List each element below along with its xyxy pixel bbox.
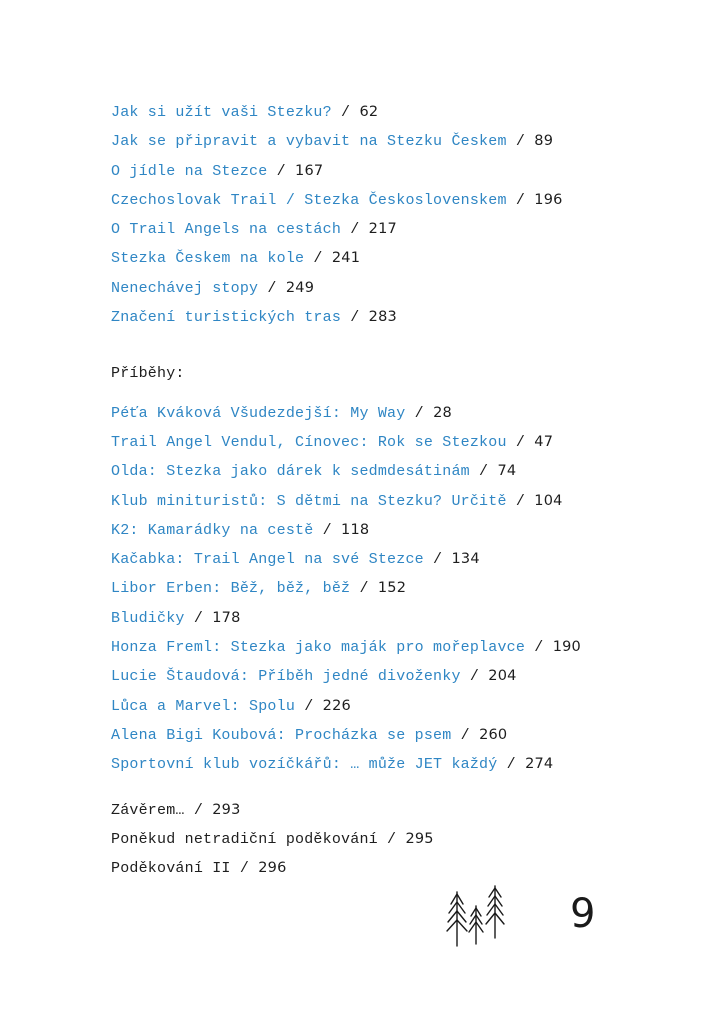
toc-entry xyxy=(111,574,671,603)
page-number: 9 xyxy=(570,891,596,937)
toc-separator: / xyxy=(506,433,535,451)
toc-entry-title: Klub minituristů: S dětmi na Stezku? Určitě xyxy=(111,492,507,510)
toc-separator: / xyxy=(497,756,526,774)
toc-entry-page: 167 xyxy=(295,162,324,179)
toc-entry-title: Péťa Kváková Všudezdejší: My Way xyxy=(111,404,406,422)
toc-separator: / xyxy=(341,221,369,239)
toc-entry-title: Nenechávej stopy xyxy=(111,279,259,297)
toc-separator: / xyxy=(460,668,489,686)
toc-entry xyxy=(111,428,671,457)
toc-entry xyxy=(111,825,671,854)
group-spacer xyxy=(111,389,671,399)
toc-entry xyxy=(111,457,671,486)
table-of-contents xyxy=(111,98,671,883)
toc-entry-page: 295 xyxy=(405,830,434,847)
toc-entry xyxy=(111,244,671,273)
toc-separator: / xyxy=(506,133,535,151)
toc-separator: / xyxy=(184,609,213,627)
toc-separator: / xyxy=(313,521,342,539)
toc-entry-page: 74 xyxy=(497,463,517,480)
toc-entry-page: 196 xyxy=(534,191,563,208)
toc-entry-page: 274 xyxy=(525,756,554,773)
toc-entry-title: Závěrem… xyxy=(111,801,185,819)
toc-group-closing xyxy=(111,796,671,884)
toc-separator: / xyxy=(331,104,360,121)
toc-entry-page: 104 xyxy=(534,492,563,509)
toc-entry xyxy=(111,633,671,662)
toc-separator: / xyxy=(341,309,369,327)
toc-entry-page: 118 xyxy=(341,521,370,538)
toc-entry xyxy=(111,157,671,186)
toc-entry xyxy=(111,662,671,691)
toc-entry xyxy=(111,215,671,244)
toc-entry-page: 293 xyxy=(212,801,241,818)
toc-entry-page: 89 xyxy=(534,133,554,150)
toc-separator: / xyxy=(258,279,286,297)
toc-separator: / xyxy=(230,860,259,878)
toc-entry xyxy=(111,98,671,127)
toc-entry-title: Alena Bigi Koubová: Procházka se psem xyxy=(111,726,452,744)
toc-entry-page: 226 xyxy=(322,697,351,714)
toc-entry-title: Značení turistických tras xyxy=(111,309,342,327)
toc-entry-page: 249 xyxy=(285,279,315,296)
toc-entry-title: Honza Freml: Stezka jako maják pro mořeplavce xyxy=(111,639,526,657)
toc-separator: / xyxy=(405,404,434,422)
toc-entry-title: Olda: Stezka jako dárek k sedmdesátinám xyxy=(111,463,470,481)
toc-entry-title: Lůca a Marvel: Spolu xyxy=(111,697,296,715)
toc-entry-title: Lucie Štaudová: Příběh jedné divoženky xyxy=(111,668,461,686)
toc-entry-title: O Trail Angels na cestách xyxy=(111,221,342,239)
toc-entry xyxy=(111,274,671,303)
toc-entry-page: 296 xyxy=(258,860,287,877)
toc-separator: / xyxy=(451,726,480,744)
toc-separator: / xyxy=(377,830,406,848)
toc-entry-page: 28 xyxy=(433,404,452,421)
toc-entry xyxy=(111,854,671,883)
toc-entry-title: Poněkud netradiční poděkování xyxy=(111,830,378,848)
toc-entry xyxy=(111,186,671,215)
toc-separator: / xyxy=(184,801,213,819)
toc-separator: / xyxy=(506,191,535,209)
toc-entry-title: K2: Kamarádky na cestě xyxy=(111,521,314,539)
toc-group-extras xyxy=(111,98,671,332)
toc-entry xyxy=(111,399,671,428)
toc-entry-page: 283 xyxy=(368,309,397,326)
toc-entry-title: Kačabka: Trail Angel na své Stezce xyxy=(111,551,424,569)
toc-entry xyxy=(111,604,671,633)
toc-separator: / xyxy=(423,551,452,569)
toc-entry-title: Jak se připravit a vybavit na Stezku Českem xyxy=(111,133,507,151)
toc-entry-page: 47 xyxy=(534,433,554,450)
toc-entry xyxy=(111,721,671,750)
group-spacer xyxy=(111,780,671,796)
toc-group-stories xyxy=(111,399,671,780)
toc-entry-page: 134 xyxy=(451,551,480,568)
toc-entry-page: 204 xyxy=(488,668,517,685)
toc-separator: / xyxy=(469,463,498,481)
toc-entry xyxy=(111,303,671,332)
toc-separator: / xyxy=(350,580,378,598)
toc-separator: / xyxy=(295,697,323,715)
toc-separator: / xyxy=(267,162,296,180)
toc-entry-page: 178 xyxy=(212,609,241,626)
toc-entry-title: Libor Erben: Běž, běž, běž xyxy=(111,580,351,598)
toc-entry xyxy=(111,487,671,516)
toc-entry-page: 152 xyxy=(377,580,407,597)
toc-separator: / xyxy=(525,639,553,657)
toc-entry xyxy=(111,796,671,825)
toc-entry xyxy=(111,545,671,574)
toc-entry-title: O jídle na Stezce xyxy=(111,162,268,180)
toc-entry-page: 217 xyxy=(368,221,397,238)
toc-entry-page: 241 xyxy=(331,250,361,267)
toc-entry-title: Jak si užít vaši Stezku? xyxy=(111,104,332,121)
toc-entry-title: Czechoslovak Trail / Stezka Československem xyxy=(111,191,507,209)
toc-entry-page: 62 xyxy=(359,104,379,120)
toc-entry xyxy=(111,692,671,721)
stories-heading: Příběhy: xyxy=(111,365,185,383)
toc-separator: / xyxy=(304,250,332,268)
toc-entry-title: Stezka Českem na kole xyxy=(111,250,305,268)
toc-entry-title: Bludičky xyxy=(111,609,185,627)
toc-entry-title: Sportovní klub vozíčkářů: … může JET každý xyxy=(111,756,498,774)
toc-entry-page: 260 xyxy=(479,726,508,743)
toc-entry xyxy=(111,750,671,779)
toc-entry-title: Trail Angel Vendul, Cínovec: Rok se Stezkou xyxy=(111,433,507,451)
toc-entry-title: Poděkování II xyxy=(111,860,231,878)
toc-separator: / xyxy=(506,492,535,510)
toc-entry-page: 190 xyxy=(552,639,581,656)
pine-trees-icon xyxy=(443,882,509,948)
toc-entry xyxy=(111,127,671,156)
toc-entry xyxy=(111,516,671,545)
group-spacer xyxy=(111,332,671,360)
